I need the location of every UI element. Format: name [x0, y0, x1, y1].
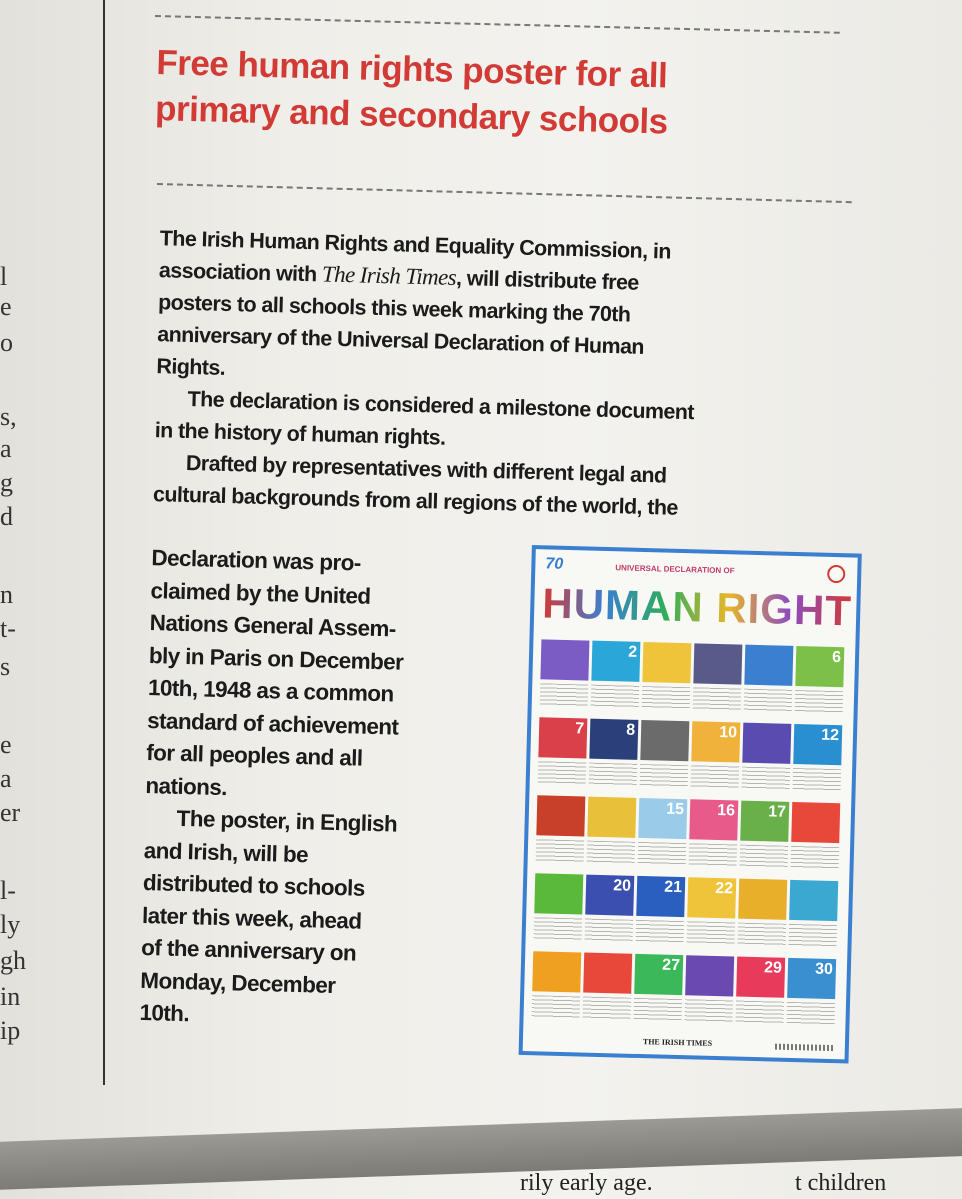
poster-article-tile: 17 — [740, 801, 789, 842]
fragment: s, — [0, 402, 17, 431]
poster-article-tile — [583, 953, 632, 994]
poster-tile-caption — [691, 765, 740, 788]
poster-article-tile — [640, 720, 689, 761]
poster-tile-caption — [536, 839, 585, 862]
poster-tile-caption — [534, 917, 583, 940]
body-line: Nations General Assem- — [149, 610, 397, 642]
body-line: Drafted by representatives with different legal and — [185, 450, 667, 488]
poster-tile-caption — [589, 763, 638, 786]
poster-tile-row — [533, 873, 841, 959]
fragment: e — [0, 292, 12, 321]
poster-tile-caption — [583, 997, 632, 1020]
poster-article-tile: 2 — [591, 641, 640, 682]
poster-tile-caption — [634, 998, 683, 1021]
poster-article-tile: 22 — [687, 877, 736, 918]
fragment: er — [0, 798, 21, 827]
column-rule — [103, 0, 105, 1085]
fragment: l — [0, 262, 8, 291]
poster-article-tile: 27 — [634, 954, 683, 995]
poster-tile-caption — [689, 843, 738, 866]
poster-tile-caption — [687, 921, 736, 944]
article-body-narrow — [139, 542, 492, 1038]
poster-article-tile: 8 — [589, 719, 638, 760]
fragment: l- — [0, 876, 16, 905]
fragment: a — [0, 764, 12, 793]
body-line: standard of achievement — [146, 707, 399, 740]
body-line: anniversary of the Universal Declaration of Human — [156, 322, 645, 359]
poster-tile-row — [539, 639, 847, 725]
poster-tile-caption — [789, 924, 838, 947]
fragment: e — [0, 730, 12, 759]
poster-tile-caption — [591, 685, 640, 708]
poster-article-tile — [742, 723, 791, 764]
newspaper-name: The Irish Times — [321, 261, 457, 290]
poster-article-tile — [744, 645, 793, 686]
poster-tile-caption — [744, 689, 793, 712]
poster-tile-caption — [585, 919, 634, 942]
headline — [155, 40, 670, 145]
poster-article-tile: 6 — [795, 646, 844, 687]
poster-tile-caption — [793, 768, 842, 791]
poster-title: HUMAN RIGHTS — [541, 579, 882, 636]
body-line: nations. — [145, 772, 228, 800]
body-line: Rights. — [156, 354, 226, 380]
poster-tile-caption — [684, 999, 733, 1022]
poster-tile-caption — [638, 842, 687, 865]
poster-article-tile: 15 — [638, 798, 687, 839]
poster-article-tile — [693, 643, 742, 684]
poster-tile-grid — [541, 639, 847, 979]
poster-article-tile: 12 — [793, 724, 842, 765]
body-line: bly in Paris on December — [148, 642, 404, 675]
body-line: 10th, 1948 as a common — [147, 675, 394, 707]
poster-subtitle: UNIVERSAL DECLARATION OF — [615, 563, 735, 576]
fragment: t children — [795, 1170, 887, 1196]
fragment: ip — [0, 1016, 21, 1045]
body-line: The poster, in English — [176, 805, 398, 837]
headline-line: primary and secondary schools — [154, 89, 669, 142]
poster-header — [545, 555, 845, 583]
poster-tile-caption — [540, 683, 589, 706]
poster-article-tile: 30 — [787, 958, 836, 999]
body-line: The Irish Human Rights and Equality Commission, in — [159, 226, 672, 264]
poster-article-tile — [534, 873, 583, 914]
poster-tile-caption — [636, 920, 685, 943]
poster-article-tile: 10 — [691, 721, 740, 762]
body-line: 10th. — [139, 999, 190, 1027]
fragment: in — [0, 982, 21, 1011]
poster-article-tile — [642, 642, 691, 683]
fragment: gh — [0, 946, 26, 975]
body-text-span: , will distribute free — [455, 265, 640, 295]
body-line: later this week, ahead — [141, 902, 362, 934]
body-line: cultural backgrounds from all regions of the world, the — [152, 482, 679, 520]
poster-article-tile: 21 — [636, 876, 685, 917]
adjacent-column-fragments — [0, 0, 70, 1199]
body-line: Monday, December — [140, 967, 336, 998]
poster-70-badge: 70 — [545, 555, 564, 573]
poster-image — [519, 545, 882, 1063]
fragment: n — [0, 580, 13, 609]
fragment: rily early age. — [520, 1170, 653, 1196]
poster-article-tile: 20 — [585, 875, 634, 916]
poster-article-tile — [536, 795, 585, 836]
fragment: s — [0, 652, 11, 681]
poster-tile-caption — [791, 846, 840, 869]
poster-tile-caption — [640, 764, 689, 787]
body-line: Declaration was pro- — [151, 545, 362, 576]
poster-article-tile — [685, 955, 734, 996]
body-line: and Irish, will be — [143, 837, 309, 867]
fragment: ly — [0, 910, 21, 939]
body-line: posters to all schools this week marking the 70th — [157, 290, 631, 327]
body-text-span: association with — [158, 258, 323, 287]
poster-tile-row — [531, 951, 839, 1037]
poster-tile-caption — [742, 767, 791, 790]
body-line: distributed to schools — [142, 869, 366, 901]
poster-article-tile — [532, 951, 581, 992]
headline-line: Free human rights poster for all — [155, 43, 668, 96]
poster-tile-caption — [735, 1001, 784, 1024]
fragment: d — [0, 502, 13, 531]
poster-tile-caption — [693, 687, 742, 710]
poster-tile-row — [535, 795, 843, 881]
body-line: claimed by the United — [150, 577, 371, 609]
poster-article-tile — [738, 879, 787, 920]
poster-footer: THE IRISH TIMES — [642, 1037, 713, 1048]
poster-tile-caption — [740, 845, 789, 868]
fragment: o — [0, 328, 13, 357]
fragment: t- — [0, 614, 16, 643]
poster-tile-caption — [538, 761, 587, 784]
poster-tile-caption — [642, 686, 691, 709]
poster-article-tile: 16 — [689, 799, 738, 840]
body-line: in the history of human rights. — [154, 418, 446, 450]
top-dashed-rule — [155, 15, 840, 34]
fragment: g — [0, 468, 13, 497]
body-line: for all peoples and all — [146, 740, 363, 771]
poster-tile-caption — [795, 690, 844, 713]
fragment: a — [0, 434, 12, 463]
poster-tile-caption — [738, 923, 787, 946]
body-line: of the anniversary on — [140, 934, 357, 966]
poster-tile-caption — [587, 841, 636, 864]
poster-article-tile: 7 — [538, 717, 587, 758]
poster-article-tile — [791, 802, 840, 843]
poster-article-tile — [587, 797, 636, 838]
commission-logo-icon — [827, 565, 845, 583]
poster-tile-row — [537, 717, 845, 803]
poster-article-tile: 29 — [736, 957, 785, 998]
article-body-full-width — [153, 222, 860, 528]
poster-article-tile — [789, 880, 838, 921]
poster-tile-caption — [532, 995, 581, 1018]
body-line: The declaration is considered a milestone document — [187, 386, 695, 425]
poster-footer-fineprint — [775, 1044, 835, 1052]
poster-tile-caption — [786, 1002, 835, 1025]
article — [127, 40, 882, 1118]
poster-article-tile — [540, 639, 589, 680]
